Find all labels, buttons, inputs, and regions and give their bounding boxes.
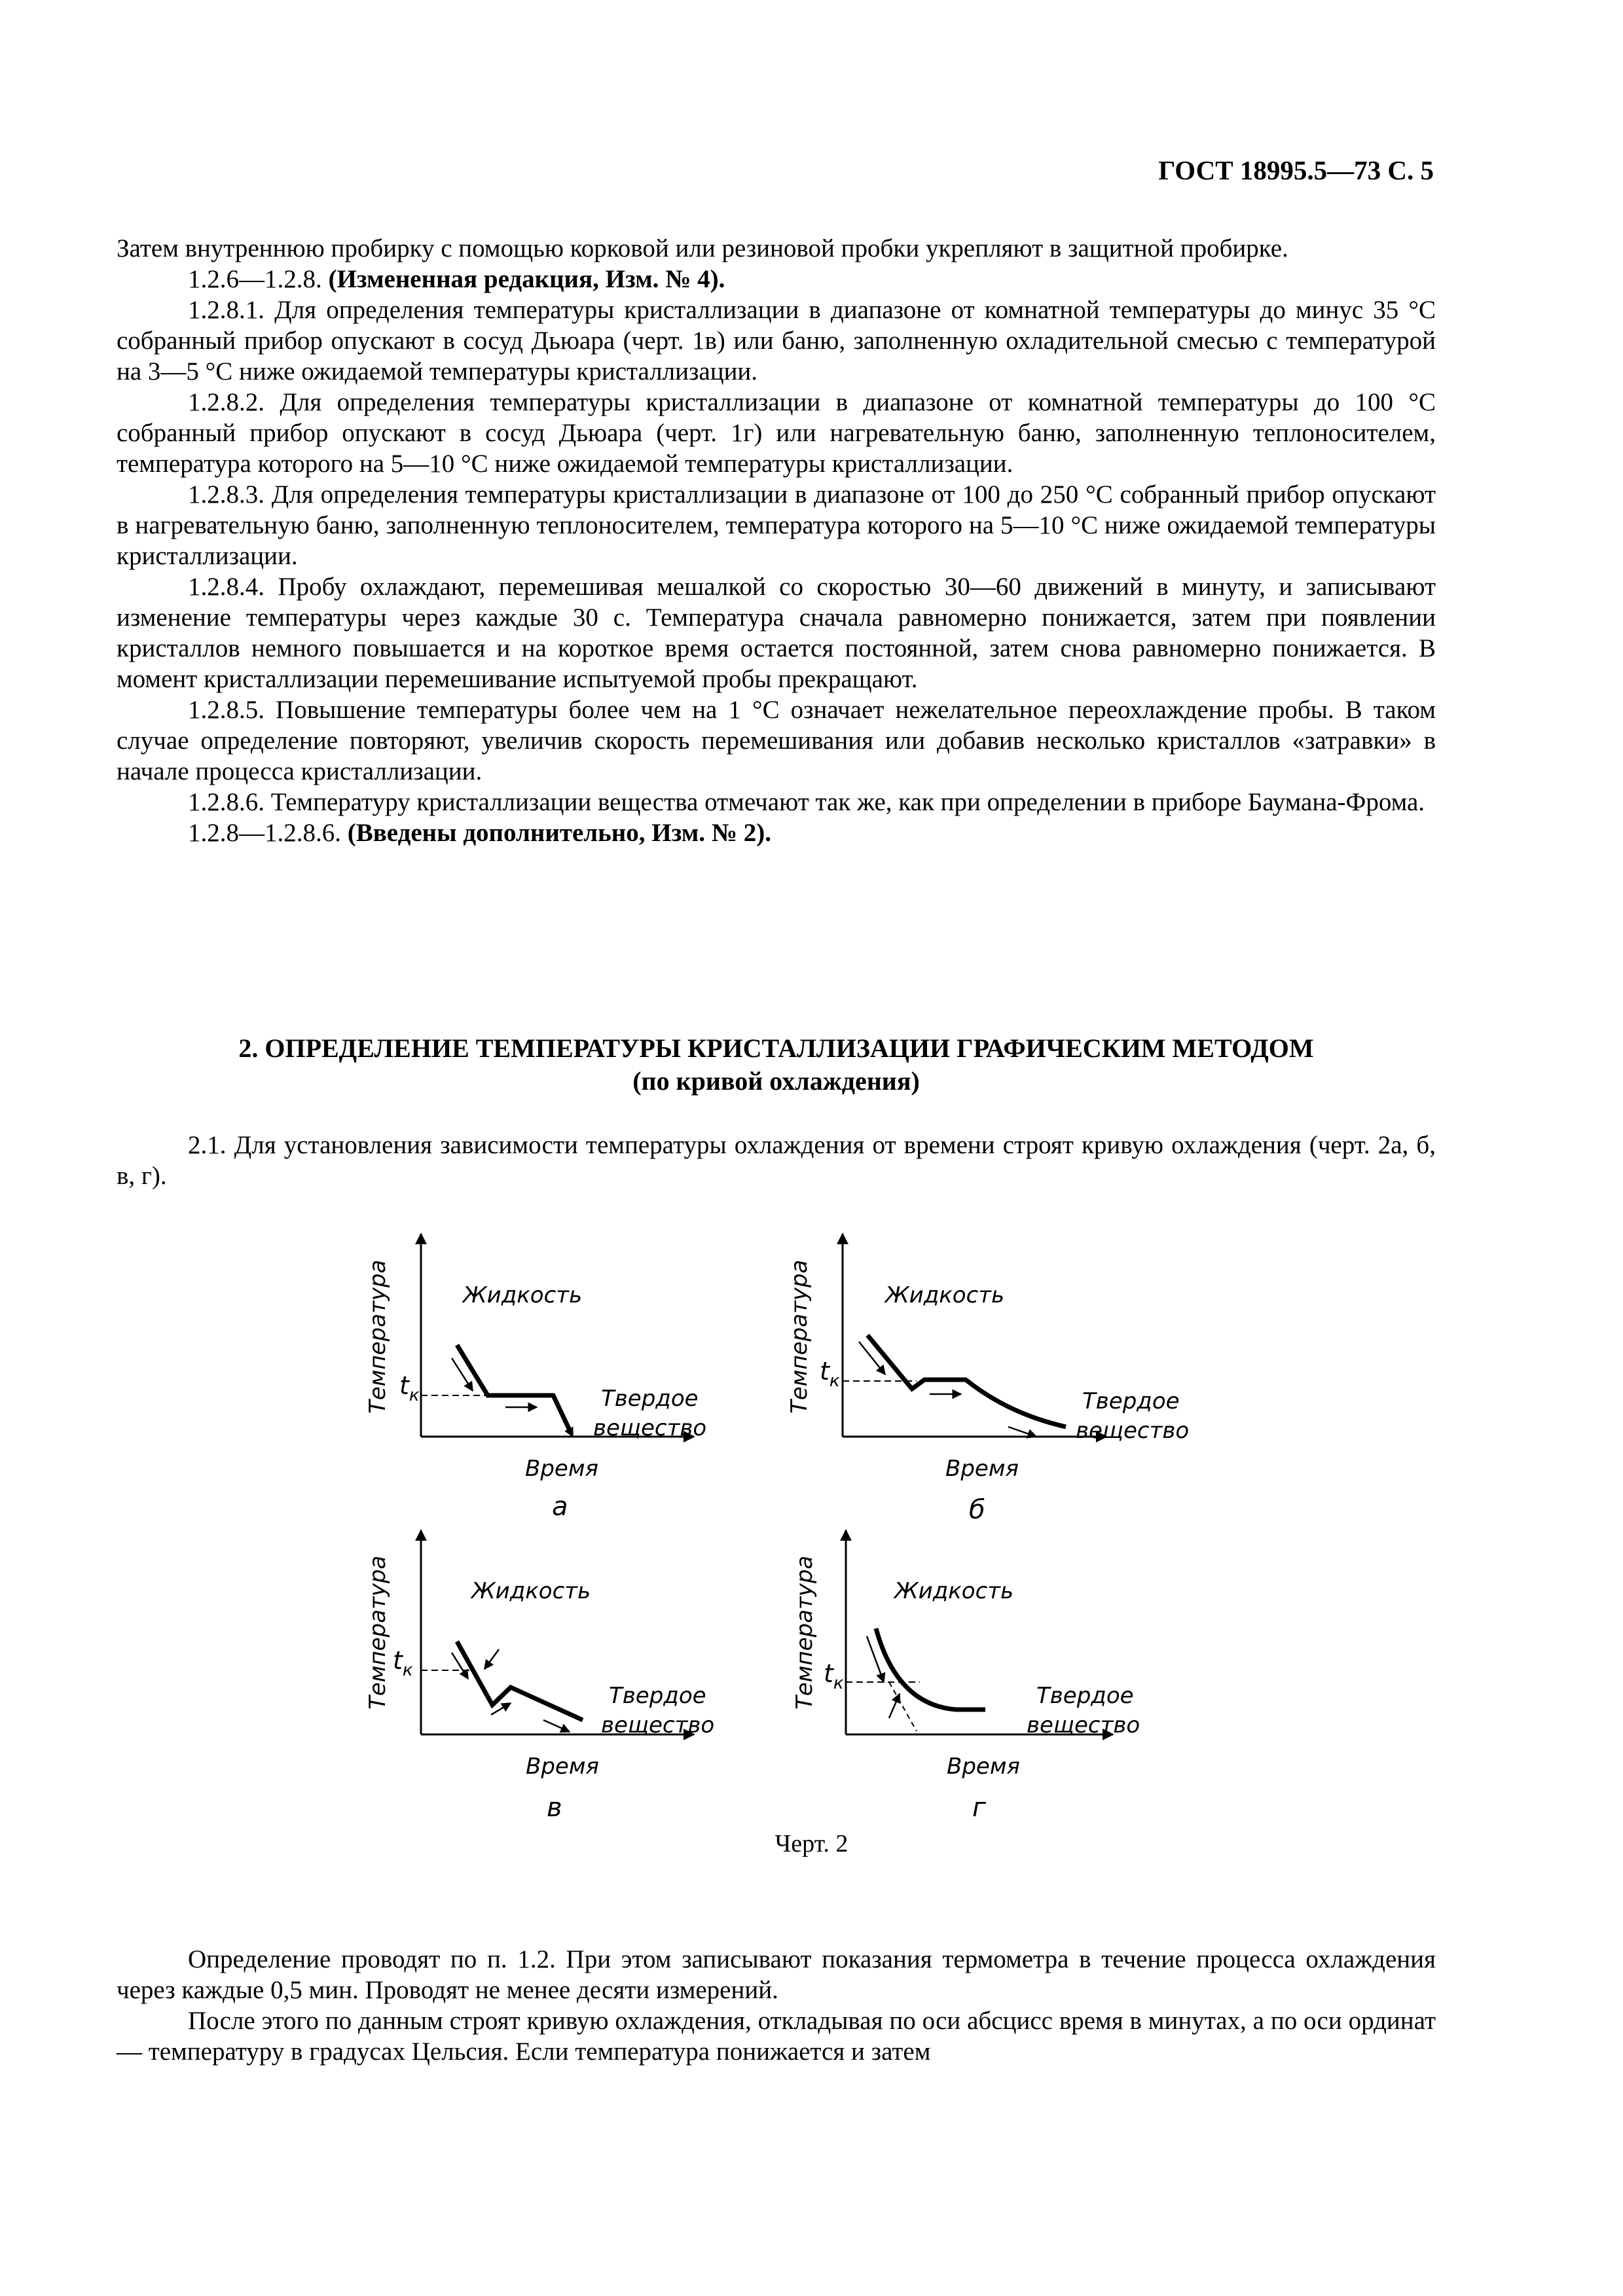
amendment-note: (Измененная редакция, Изм. № 4). [328,265,725,293]
liquid-label: Жидкость [463,1282,583,1308]
y-axis-label: Температура [792,1555,818,1710]
tk-label: $t_к$ [399,1371,420,1405]
paragraph-1284: 1.2.8.4. Пробу охлаждают, перемешивая мешалкой со скоростью 30—60 движений в минуту, и записывают изменение температуры через каждые 30 с. Температура сначала равномерно понижается, затем при появлении кристаллов немного повышается и на короткое время остается постоянной, затем снова равномерно понижается. В момент кристаллизации перемешивание испытуемой пробы прекращают. [117,573,1436,693]
cooling-curves-figure [327,1217,1244,1846]
amendment-note: (Введены дополнительно, Изм. № 2). [347,819,771,847]
panel-c [365,1530,714,1823]
paragraph-128-end [117,817,1436,848]
solid-label: Твердое [1082,1388,1180,1414]
cooling-curve [457,1345,570,1430]
paragraph-intro: Затем внутреннюю пробирку с помощью корковой или резиновой пробки укрепляют в защитной пробирке. [117,234,1288,262]
paragraph-after-2: После этого по данным строят кривую охлаждения, откладывая по оси абсцисс время в минутах, а по оси ординат — температуру в градусах Цельсия. Если температура понижается и затем [117,2007,1436,2066]
cooling-curves-svg [327,1217,1244,1846]
arrow [889,1694,900,1718]
paragraph-1282: 1.2.8.2. Для определения температуры кристаллизации в диапазоне от комнатной температуры до 100 °С собранный прибор опускают в сосуд Дьюара (черт. 1г) или нагревательную баню, заполненную теплоносителем, температура которого на 5—10 °С ниже ожидаемой температуры кристаллизации. [117,388,1436,478]
section-2-intro [117,1130,1436,1191]
paragraph-1286: 1.2.8.6. Температуру кристаллизации вещества отмечают так же, как при определении в приборе Баумана-Фрома. [188,788,1425,816]
x-axis-label: Время [945,1456,1019,1482]
arrow [543,1720,570,1732]
solid-label-2: вещество [601,1712,715,1738]
panel-a [365,1234,706,1522]
paragraph-after-1: Определение проводят по п. 1.2. При этом записывают показания термометра в течение процесса охлаждения через каждые 0,5 мин. Проводят не менее десяти измерений. [117,1945,1436,2004]
solid-label-2: вещество [1027,1712,1140,1738]
panel-b [786,1234,1189,1525]
clause-number: 1.2.8—1.2.8.6. [188,819,341,847]
solid-label-2: вещество [1076,1418,1190,1444]
tk-label: $t_к$ [824,1659,844,1693]
solid-label: Твердое [609,1683,706,1709]
liquid-label: Жидкость [885,1282,1005,1308]
arrow [558,1407,573,1437]
figure-caption: Черт. 2 [775,1830,848,1857]
panel-letter: в [547,1793,562,1823]
cooling-curve [457,1641,583,1720]
tk-label: $t_к$ [393,1646,413,1680]
solid-label: Твердое [601,1386,699,1412]
panel-letter: б [969,1495,985,1525]
y-axis-label: Температура [365,1259,391,1414]
panel-d [792,1530,1140,1823]
x-axis-label: Время [947,1753,1020,1780]
page-header: ГОСТ 18995.5—73 С. 5 [1158,155,1434,185]
section-2-subtitle: (по кривой охлаждения) [632,1066,920,1096]
section-2-continued [117,1944,1436,2067]
paragraph-1283: 1.2.8.3. Для определения температуры кристаллизации в диапазоне от 100 до 250 °С собранный прибор опускают в нагревательную баню, заполненную теплоносителем, температура которого на 5—10 °С ниже ожидаемой температуры кристаллизации. [117,480,1436,570]
arrow [484,1649,499,1669]
paragraph-21: 2.1. Для установления зависимости температуры охлаждения от времени строят кривую охлаждения (черт. 2а, б, в, г). [117,1131,1436,1190]
solid-label: Твердое [1036,1683,1134,1709]
cooling-curve [876,1628,985,1710]
clause-number: 1.2.6—1.2.8. [188,265,322,293]
liquid-label: Жидкость [471,1578,591,1604]
x-axis-label: Время [525,1456,598,1482]
tk-label: $t_к$ [820,1357,840,1391]
paragraph-1281: 1.2.8.1. Для определения температуры кристаллизации в диапазоне от комнатной температуры до минус 35 °С собранный прибор опускают в сосуд Дьюара (черт. 1в) или баню, заполненную охладительной смесью с температурой на 3—5 °С ниже ожидаемой температуры кристаллизации. [117,296,1436,386]
panel-letter: а [552,1492,568,1522]
paragraph-1285: 1.2.8.5. Повышение температуры более чем на 1 °С означает нежелательное переохлаждение пробы. В таком случае определение повторяют, увеличив скорость перемешивания или добавив несколько кристаллов «затравки» в начале процесса кристаллизации. [117,696,1436,785]
panel-letter: г [972,1793,987,1823]
paragraph-126 [117,264,1436,295]
arrow [859,1342,885,1374]
y-axis-label: Температура [365,1555,391,1710]
solid-label-2: вещество [593,1415,707,1441]
section-2-title: 2. ОПРЕДЕЛЕНИЕ ТЕМПЕРАТУРЫ КРИСТАЛЛИЗАЦИИ ГРАФИЧЕСКИМ МЕТОДОМ [238,1033,1314,1063]
y-axis-label: Температура [786,1259,812,1414]
arrow [1008,1427,1036,1437]
section-1-text [117,233,1436,848]
x-axis-label: Время [526,1753,599,1780]
liquid-label: Жидкость [894,1578,1014,1604]
